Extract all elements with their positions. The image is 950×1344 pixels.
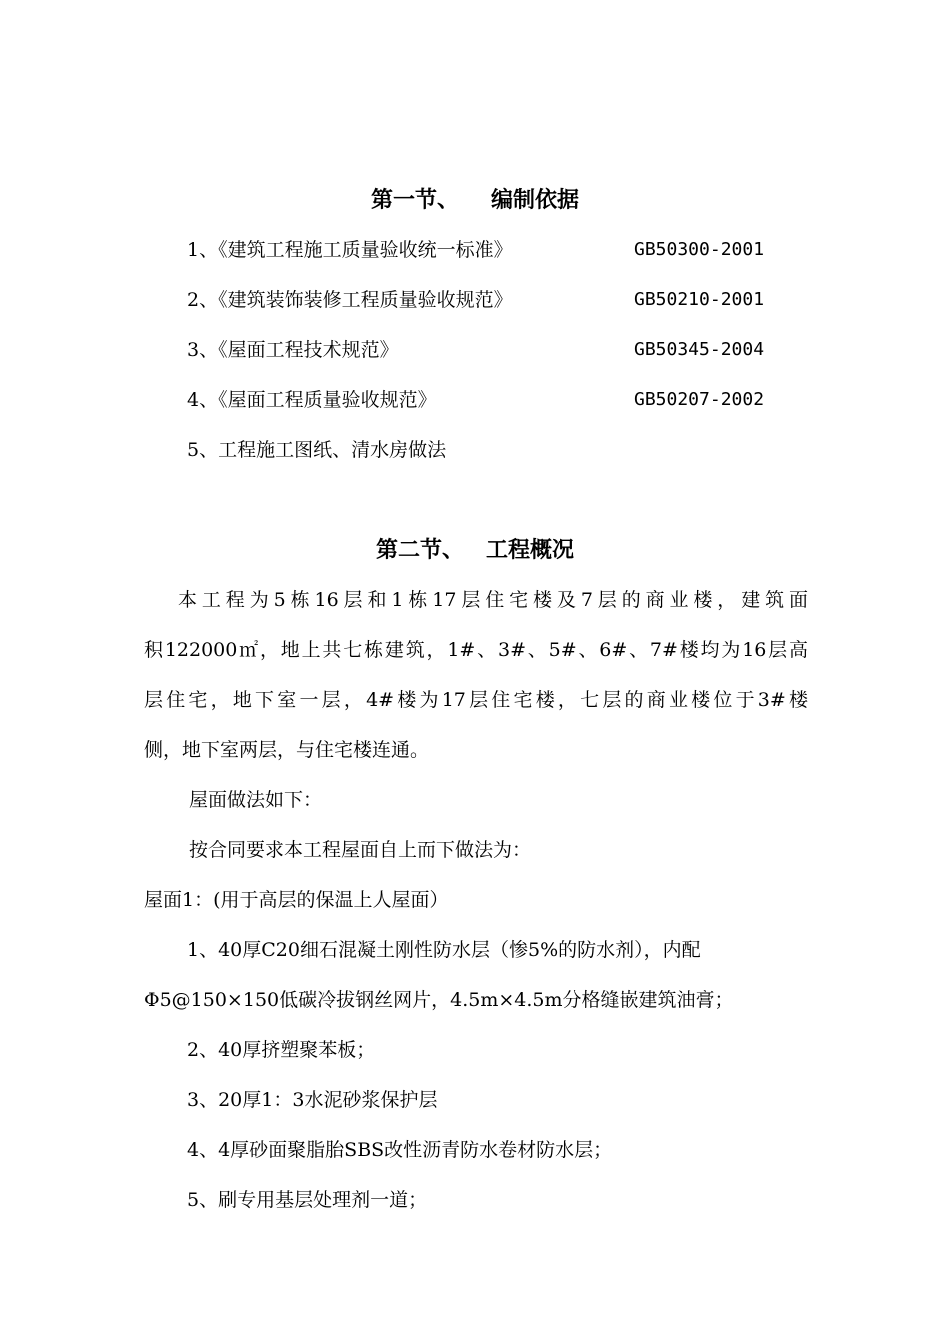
reference-code: GB50345-2004: [634, 339, 765, 360]
reference-index: 1、: [187, 239, 219, 261]
overview-line: 层住宅，地下室一层，4#楼为17层住宅楼，七层的商业楼位于3#楼: [144, 689, 808, 711]
reference-code: GB50300-2001: [634, 239, 765, 260]
contract-intro: 按合同要求本工程屋面自上而下做法为：: [189, 839, 532, 861]
reference-code: GB50207-2002: [634, 389, 765, 410]
roof1-item-line: Φ5@150×150低碳冷拔钢丝网片，4.5m×4.5m分格缝嵌建筑油膏；: [144, 989, 734, 1011]
section2-heading: [0, 536, 950, 566]
section1-heading: [0, 186, 950, 216]
section1-title: 编制依据: [491, 188, 580, 213]
roof1-item: 2、40厚挤塑聚苯板；: [187, 1039, 376, 1061]
overview-line: 积122000㎡，地上共七栋建筑，1#、3#、5#、6#、7#楼均为16层高: [144, 639, 808, 661]
reference-index: 2、: [187, 289, 219, 311]
reference-item: [187, 286, 807, 314]
roof1-item: 4、4厚砂面聚脂胎SBS改性沥青防水卷材防水层；: [187, 1139, 613, 1161]
reference-name: 《建筑装饰装修工程质量验收规范》: [218, 289, 513, 311]
reference-name: 《屋面工程质量验收规范》: [218, 389, 437, 411]
roof-intro: 屋面做法如下：: [189, 789, 323, 811]
reference-code: GB50210-2001: [634, 289, 765, 310]
reference-index: 4、: [187, 389, 219, 411]
reference-item: [187, 386, 807, 414]
roof1-item-line: 1、40厚C20细石混凝土刚性防水层（惨5%的防水剂），内配: [187, 939, 701, 961]
reference-index: 3、: [187, 339, 219, 361]
roof1-item: 3、20厚1：3水泥砂浆保护层: [187, 1089, 438, 1111]
section1-number: 第一节、: [370, 188, 459, 213]
overview-line: 侧，地下室两层，与住宅楼连通。: [144, 739, 430, 761]
overview-line: 本工程为5栋16层和1栋17层住宅楼及7层的商业楼，建筑面: [178, 589, 808, 611]
roof1-title: 屋面1：(用于高层的保温上人屋面）: [144, 889, 449, 911]
section2-number: 第二节、: [375, 538, 464, 563]
roof1-item: 5、刷专用基层处理剂一道；: [187, 1189, 428, 1211]
reference-name: 工程施工图纸、清水房做法: [218, 439, 447, 461]
reference-item: [187, 236, 807, 264]
reference-index: 5、: [187, 439, 219, 461]
section2-title: 工程概况: [486, 538, 575, 563]
reference-item: [187, 336, 807, 364]
reference-name: 《建筑工程施工质量验收统一标准》: [218, 239, 513, 261]
reference-item: [187, 436, 807, 464]
reference-name: 《屋面工程技术规范》: [218, 339, 399, 361]
